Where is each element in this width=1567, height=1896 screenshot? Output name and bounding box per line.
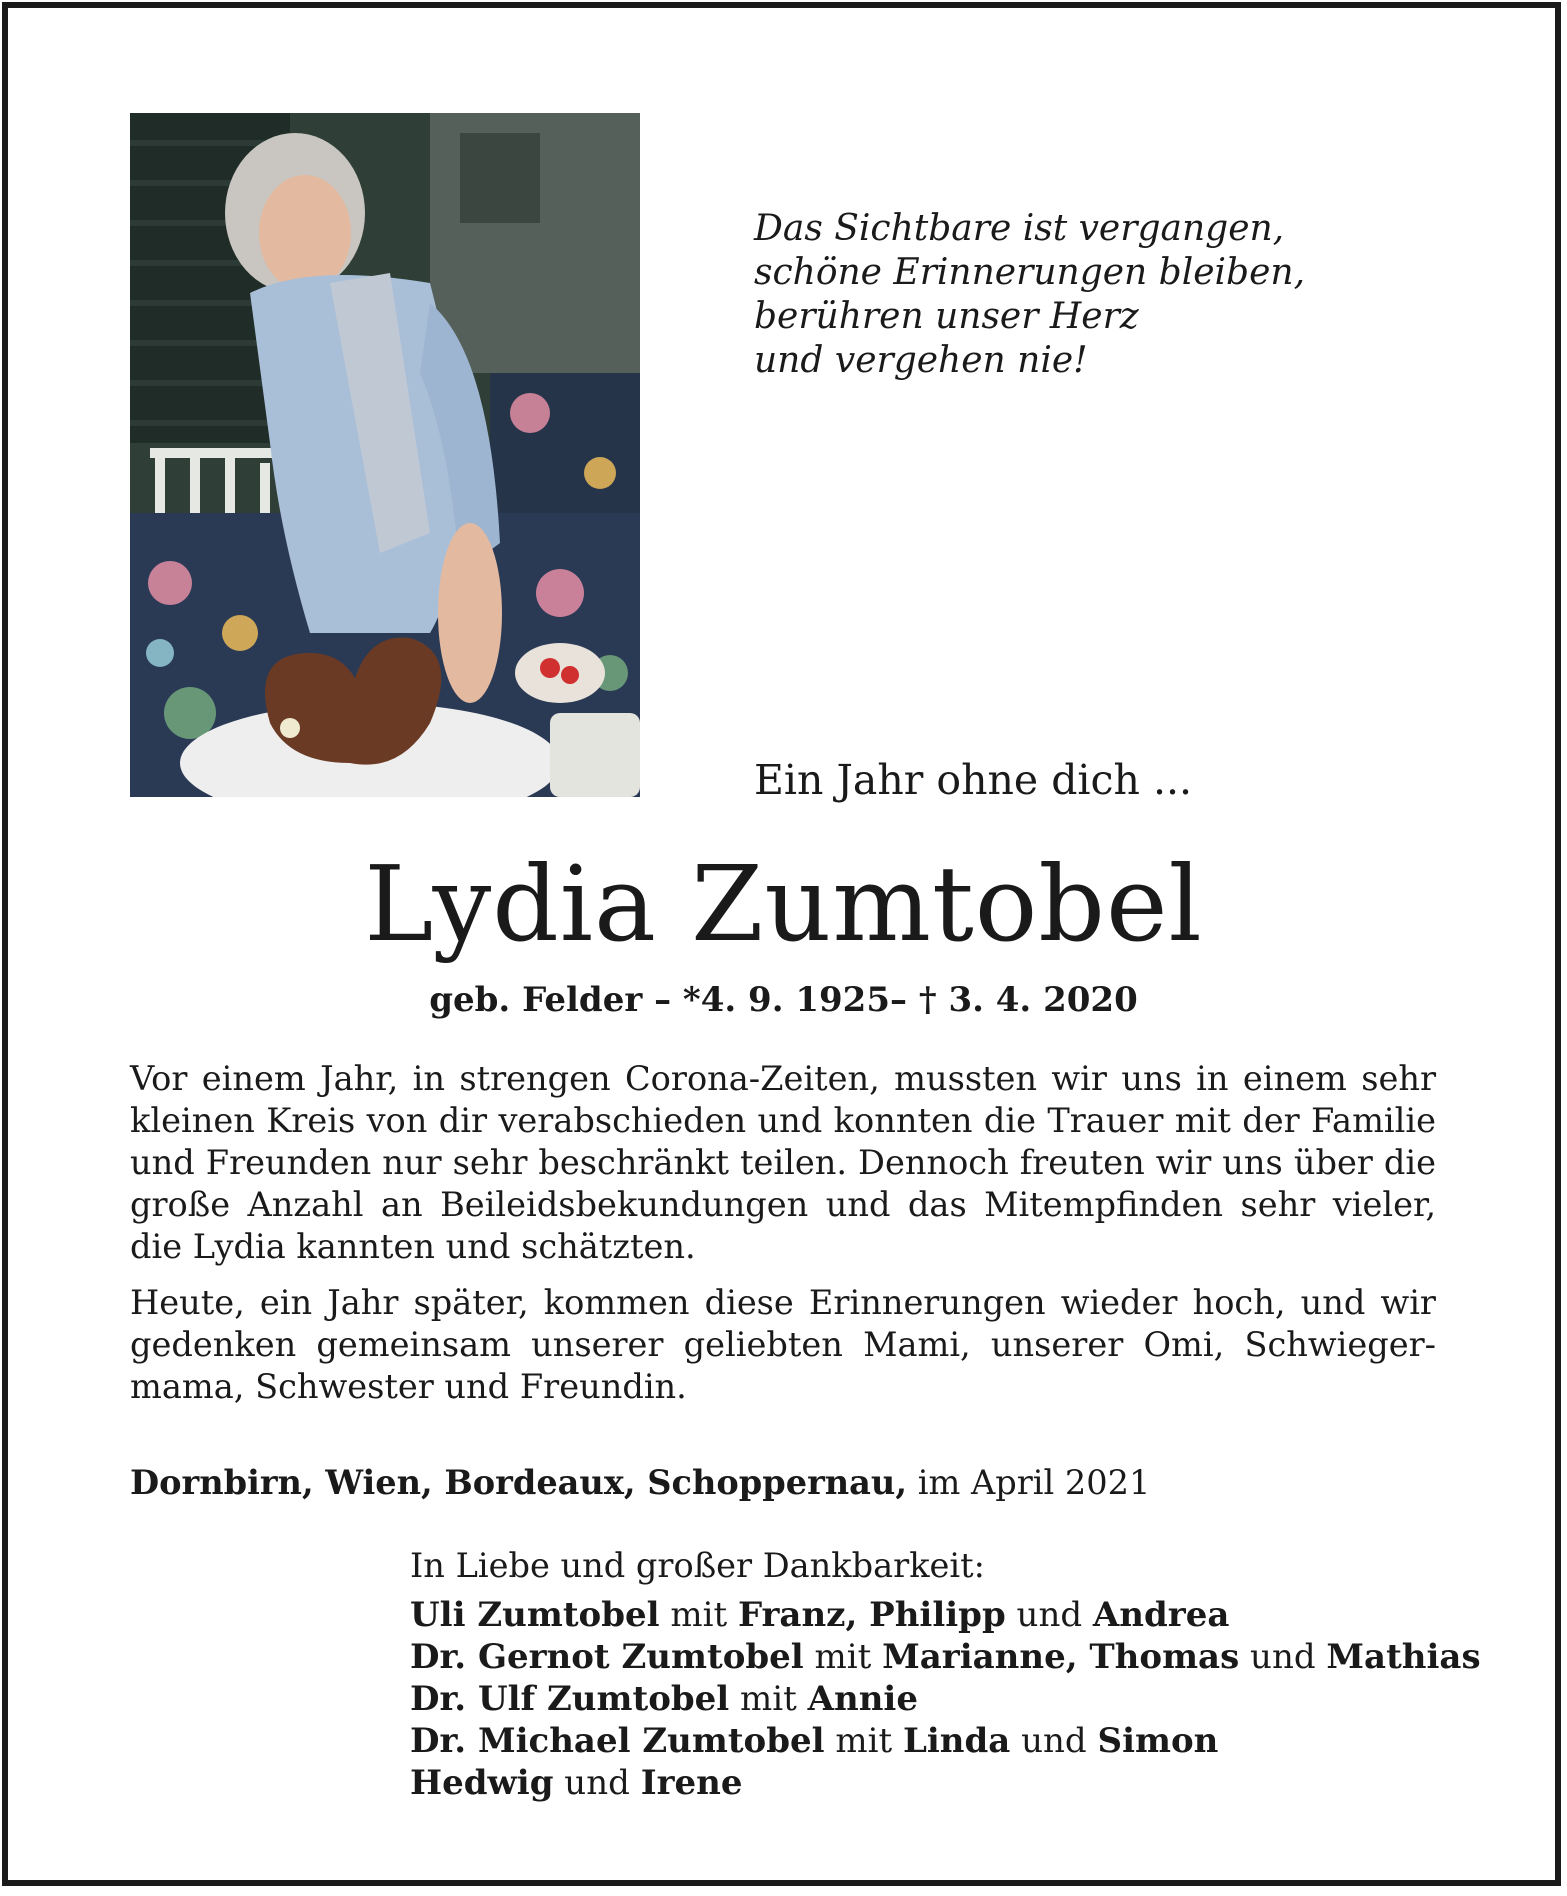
family-names (410, 1678, 918, 1720)
relative-name: Mathias (1326, 1637, 1481, 1677)
relative-name: Annie (807, 1679, 918, 1719)
connector: mit (824, 1721, 903, 1761)
connector: mit (729, 1679, 808, 1719)
connector: und (1010, 1721, 1098, 1761)
place-date-line (130, 1462, 1150, 1502)
family-names (410, 1762, 743, 1804)
connector: mit (803, 1637, 883, 1677)
relative-name: Irene (640, 1763, 743, 1803)
poem-line: berühren unser Herz (754, 296, 1139, 337)
relative-name: Dr. Michael Zumtobel (410, 1721, 825, 1761)
thanks-line: In Liebe und großer Dankbarkeit: (410, 1546, 985, 1585)
connector: und (1005, 1595, 1093, 1635)
deceased-name: Lydia Zumtobel (364, 843, 1203, 965)
relative-name: Franz, Philipp (737, 1595, 1006, 1635)
relative-name: Marianne, Thomas (882, 1637, 1240, 1677)
relative-name: Hedwig (410, 1763, 554, 1803)
relative-name: Linda (902, 1721, 1011, 1761)
life-dates: geb. Felder – *4. 9. 1925– † 3. 4. 2020 (429, 980, 1138, 1020)
memorial-paragraph: Vor einem Jahr, in strengen Corona-Zeiten, mussten wir uns in einem sehr kleinen Kreis von dir verabschieden und konnten die Trauer mit der Familie und Freunden nur sehr beschränkt teilen. Dennoch freuten wir uns über die große Anzahl an Beileidsbekundungen und das Mitempfinden sehr vieler, die Lydia kannten und schätzten. (130, 1059, 1436, 1266)
places: Dornbirn, Wien, Bordeaux, Schoppernau, (130, 1462, 908, 1502)
memorial-text (130, 1058, 1436, 1422)
connector: und (553, 1763, 641, 1803)
memorial-paragraph: Heute, ein Jahr später, kommen diese Erinnerungen wieder hoch, und wir gedenken gemeinsam unserer geliebten Mami, unserer Omi, Schwieger-mama, Schwester und Freundin. (130, 1283, 1436, 1406)
poem-line: schöne Erinnerungen bleiben, (754, 252, 1306, 293)
relative-name: Dr. Ulf Zumtobel (410, 1679, 730, 1719)
relative-name: Simon (1097, 1721, 1219, 1761)
connector: mit (659, 1595, 738, 1635)
relative-name: Dr. Gernot Zumtobel (410, 1637, 804, 1677)
intro-line: Ein Jahr ohne dich ... (754, 756, 1193, 804)
family-names (410, 1594, 1229, 1636)
memorial-poem (754, 207, 1314, 383)
portrait-photo (130, 113, 640, 797)
connector: und (1239, 1637, 1327, 1677)
poem-line: und vergehen nie! (754, 340, 1088, 381)
relative-name: Uli Zumtobel (410, 1595, 660, 1635)
relative-name: Andrea (1092, 1595, 1230, 1635)
family-names (410, 1720, 1218, 1762)
poem-line: Das Sichtbare ist vergangen, (754, 208, 1285, 249)
date: im April 2021 (907, 1463, 1151, 1502)
family-names (410, 1636, 1481, 1678)
